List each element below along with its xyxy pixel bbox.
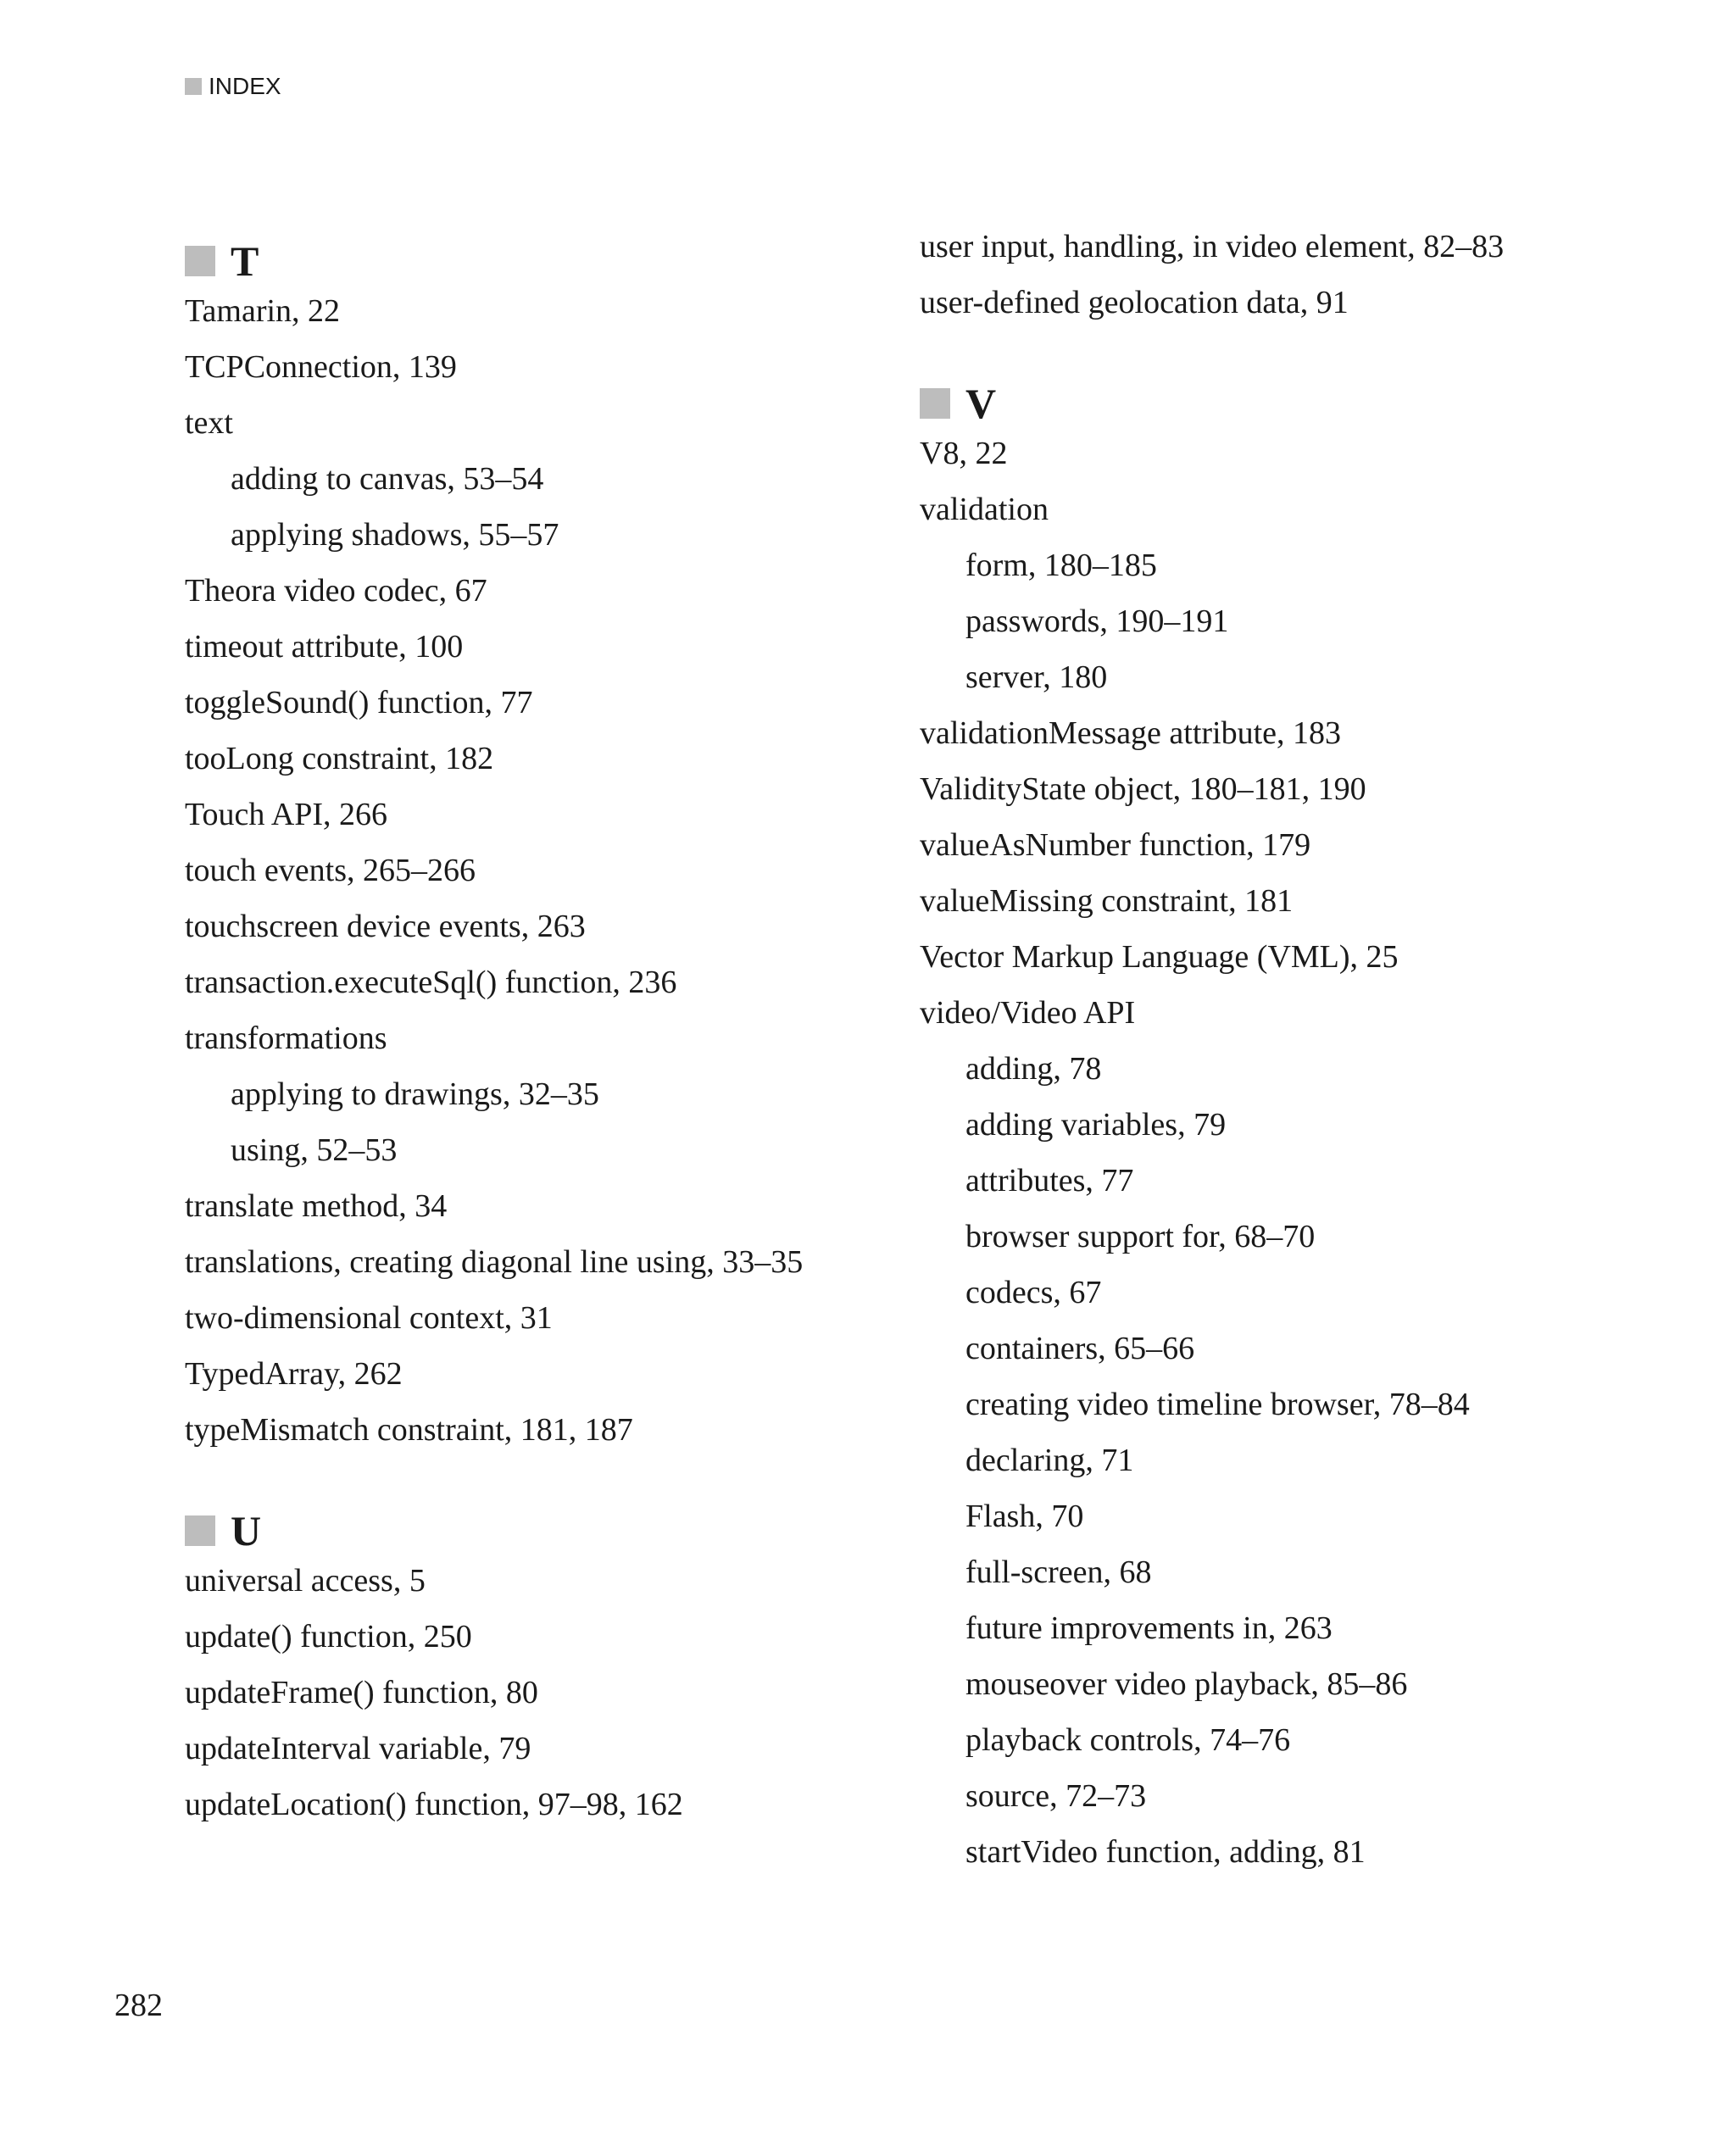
index-entry: touchscreen device events, 263: [185, 909, 586, 944]
index-subentry: applying to drawings, 32–35: [231, 1076, 599, 1112]
index-subentry: mouseover video playback, 85–86: [965, 1666, 1408, 1702]
section-letter: T: [231, 237, 259, 285]
section-gap: [920, 341, 1632, 371]
index-entry: translate method, 34: [185, 1188, 448, 1224]
index-entry: valueAsNumber function, 179: [920, 827, 1311, 863]
index-entry: updateFrame() function, 80: [185, 1675, 538, 1710]
index-entry: V8, 22: [920, 436, 1008, 471]
index-column-right: [920, 229, 1632, 1890]
index-subentry: declaring, 71: [965, 1443, 1134, 1478]
index-subentry: future improvements in, 263: [965, 1610, 1333, 1646]
section-letter: U: [231, 1507, 262, 1554]
index-entry: user-defined geolocation data, 91: [920, 285, 1349, 320]
index-subentry: source, 72–73: [965, 1778, 1147, 1814]
section-gap: [185, 1468, 897, 1499]
index-entry: transaction.executeSql() function, 236: [185, 965, 677, 1000]
index-entry: Vector Markup Language (VML), 25: [920, 939, 1399, 975]
index-subentry: playback controls, 74–76: [965, 1722, 1291, 1758]
index-entry: updateLocation() function, 97–98, 162: [185, 1787, 683, 1822]
index-entry: updateInterval variable, 79: [185, 1731, 531, 1766]
index-entry: Theora video codec, 67: [185, 573, 487, 609]
square-bullet-icon: [920, 388, 950, 419]
square-bullet-icon: [185, 78, 202, 95]
index-column-left: [185, 229, 897, 1843]
index-subentry: adding, 78: [965, 1051, 1102, 1087]
index-entry: tooLong constraint, 182: [185, 741, 494, 776]
index-subentry: attributes, 77: [965, 1163, 1134, 1198]
index-entry: validationMessage attribute, 183: [920, 715, 1342, 751]
square-bullet-icon: [185, 1515, 215, 1546]
index-subentry: passwords, 190–191: [965, 603, 1229, 639]
index-entry: valueMissing constraint, 181: [920, 883, 1294, 919]
index-subentry: Flash, 70: [965, 1499, 1084, 1534]
index-subentry: adding to canvas, 53–54: [231, 461, 544, 497]
index-subentry: containers, 65–66: [965, 1331, 1195, 1366]
square-bullet-icon: [185, 246, 215, 276]
index-entry: typeMismatch constraint, 181, 187: [185, 1412, 633, 1448]
index-entry: video/Video API: [920, 995, 1136, 1031]
section-heading: [920, 371, 1632, 436]
running-head: [185, 73, 281, 100]
index-entry: translations, creating diagonal line using, 33–35: [185, 1244, 804, 1280]
index-entry: text: [185, 405, 233, 441]
index-entry: two-dimensional context, 31: [185, 1300, 553, 1336]
index-subentry: full-screen, 68: [965, 1554, 1152, 1590]
index-subentry: creating video timeline browser, 78–84: [965, 1387, 1470, 1422]
index-entry: TCPConnection, 139: [185, 349, 457, 385]
index-entry: transformations: [185, 1020, 387, 1056]
index-entry: timeout attribute, 100: [185, 629, 464, 665]
index-subentry: applying shadows, 55–57: [231, 517, 559, 553]
running-head-label: INDEX: [209, 73, 281, 99]
index-subentry: startVideo function, adding, 81: [965, 1834, 1366, 1870]
section-heading: [185, 1499, 897, 1563]
index-subentry: using, 52–53: [231, 1132, 398, 1168]
index-entry: Touch API, 266: [185, 797, 388, 832]
section-heading: [185, 229, 897, 293]
index-subentry: browser support for, 68–70: [965, 1219, 1316, 1254]
index-entry: validation: [920, 492, 1049, 527]
index-entry: user input, handling, in video element, 82–83: [920, 229, 1505, 264]
index-entry: Tamarin, 22: [185, 293, 341, 329]
index-entry: toggleSound() function, 77: [185, 685, 533, 720]
index-entry: ValidityState object, 180–181, 190: [920, 771, 1366, 807]
index-subentry: server, 180: [965, 659, 1108, 695]
index-subentry: adding variables, 79: [965, 1107, 1227, 1143]
index-entry: touch events, 265–266: [185, 853, 476, 888]
index-entry: universal access, 5: [185, 1563, 426, 1599]
index-subentry: codecs, 67: [965, 1275, 1102, 1310]
page-number: 282: [114, 1988, 163, 2023]
index-entry: update() function, 250: [185, 1619, 472, 1654]
index-entry: TypedArray, 262: [185, 1356, 403, 1392]
index-subentry: form, 180–185: [965, 548, 1157, 583]
section-letter: V: [965, 380, 997, 427]
